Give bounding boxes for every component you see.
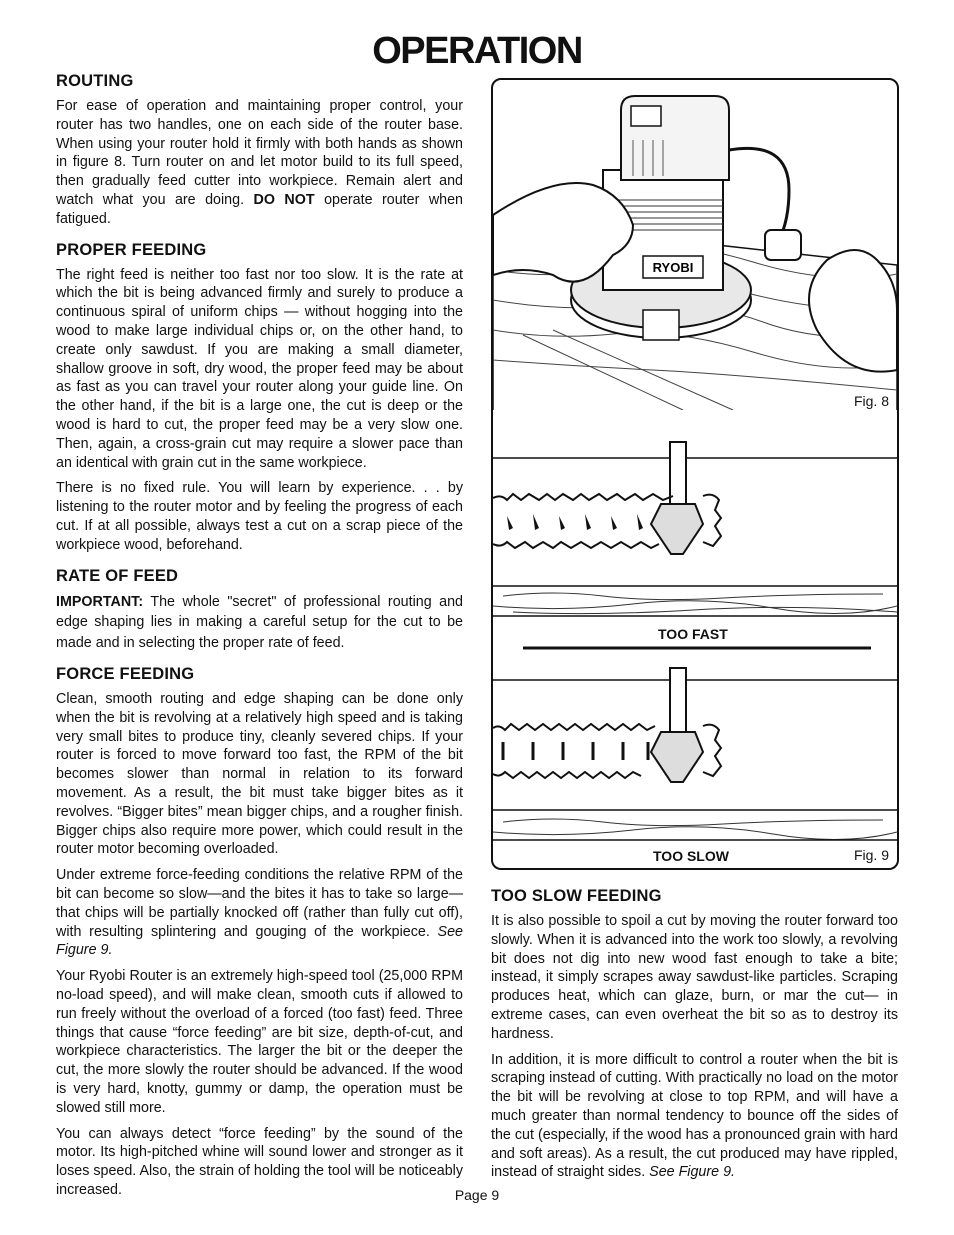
see-figure-ref: See Figure 9. [56,923,463,959]
right-column-text [491,882,898,1194]
ryobi-logo-text: RYOBI [652,260,694,275]
routing-section [56,72,463,229]
important-label: IMPORTANT: [56,593,144,610]
fig-9-label: Fig. 9 [853,847,889,863]
too-slow-feeding-section [491,887,898,1182]
routing-text-a: For ease of operation and maintaining proper control, your router has two handles, one on each side of the router base. When using your router hold it firmly with both hands as shown in figure 8. Turn router on and let motor build to its full speed, then gradually feed cutter into workpiece. Remain alert and watch what you are doing. [56,98,463,208]
see-figure-ref-2: See Figure 9. [649,1164,735,1181]
too-slow-feeding-paragraph-1: It is also possible to spoil a cut by moving the router forward too slowly. When it is advanced into the work too slowly, a revolving bit does not dig into new wood fast enough to take a bite; instead, it simply scrapes away sawdust-like particles. Scraping produces heat, which can glaze, burn, or mar the cut— in extreme cases, can even overheat the bit so as to destroy its hardness. [491,913,898,1042]
rate-of-feed-section [56,567,463,654]
force-feeding-paragraph-2 [56,866,463,960]
routing-text-b: operate router when fatigued. [56,191,463,227]
too-fast-diagram [493,442,897,616]
proper-feeding-section [56,241,463,555]
force-feeding-paragraph-4: You can always detect “force feeding” by the sound of the motor. Its high-pitched whine will sound lower and stronger as it loses speed. Also, the strain of holding the tool will be noticeably increased. [56,1125,463,1198]
router-drawing [493,80,897,412]
figure-9-feed-diagram [491,410,899,870]
page-number: Page 9 [454,1187,500,1203]
routing-warning-bold: DO NOT [253,191,315,208]
routing-paragraph [56,97,463,229]
too-slow-label: TOO SLOW [653,848,729,864]
force-feeding-paragraph-1: Clean, smooth routing and edge shaping can be done only when the bit is revolving at a relatively high speed and is taking very small bites to produce tiny, cleanly severed chips. If your router is forced to move forward too fast, the RPM of the bit becomes slower than normal in relation to its forward movement. As a result, the bit must take bigger bites as it revolves. “Bigger bites” mean bigger chips, and a rougher finish. Bigger chips also require more power, which could result in the router motor becoming overloaded. [56,691,463,858]
rate-of-feed-paragraph [56,592,463,654]
rate-of-feed-heading: RATE OF FEED [56,566,179,585]
too-slow-feeding-paragraph-2 [491,1051,898,1183]
rate-of-feed-text: The whole "secret" of professional routing and edge shaping lies in making a careful setup for the cut to be made and in selecting the proper rate of feed. [56,593,463,651]
left-column [56,72,463,1212]
proper-feeding-heading: PROPER FEEDING [56,240,207,259]
force-feeding-heading: FORCE FEEDING [56,665,195,684]
routing-heading: ROUTING [56,72,134,90]
too-slow-feeding-heading: TOO SLOW FEEDING [491,887,662,905]
too-fast-label: TOO FAST [658,626,728,642]
fig-8-label: Fig. 8 [853,393,889,409]
page-title: OPERATION [372,30,582,72]
force-feeding-paragraph-3: Your Ryobi Router is an extremely high-speed tool (25,000 RPM no-load speed), and will make clean, smooth cuts if allowed to run freely without the overload of a forced (too fast) feed. Three things that cause “force feeding” are bit size, depth-of-cut, and workpiece characteristics. The larger the bit or the deeper the cut, the more slowly the router should be advanced. If the wood is very hard, knotty, gummy or damp, the operation must be slowed still more. [56,968,463,1116]
proper-feeding-paragraph-2: There is no fixed rule. You will learn by experience. . . by listening to the router motor and by feeling the progress of each cut. If at all possible, always test a cut on a scrap piece of the workpiece wood, beforehand. [56,480,463,553]
too-slow-diagram [493,668,897,840]
too-slow-p2-text: In addition, it is more difficult to control a router when the bit is scraping instead of cutting. With practically no load on the motor the bit will be revolving at close to top RPM, and will have a much greater than normal tendency to bounce off the sides of the cut (especially, if the wood has a pronounced grain with hard and soft areas). As a result, the cut produced may have rippled, instead of straight sides. [491,1051,898,1181]
proper-feeding-paragraph-1: The right feed is neither too fast nor too slow. It is the rate at which the bit is being advanced firmly and surely to produce a continuous spiral of uniform chips — without hogging into the wood to make large individual chips or, on the other hand, to create only sawdust. If you are making a small diameter, shallow groove in soft, dry wood, the proper feed may be about as fast as you can travel your router along your guide line. On the other hand, if the bit is a large one, the cut is deep or the wood is hard to cut, the proper feed may be a very slow one. Then, again, a cross-grain cut may require a slower pace than an identical with grain cut in the same workpiece. [56,266,463,471]
figure-8-router-illustration [491,78,899,414]
force-feeding-section [56,665,463,1200]
force-feeding-p2-text: Under extreme force-feeding conditions the relative RPM of the bit can become so slow—and the bites it has to take so large—that chips will be partially knocked off (rather than fully cut off), with resulting splintering and gouging of the workpiece. [56,867,463,940]
